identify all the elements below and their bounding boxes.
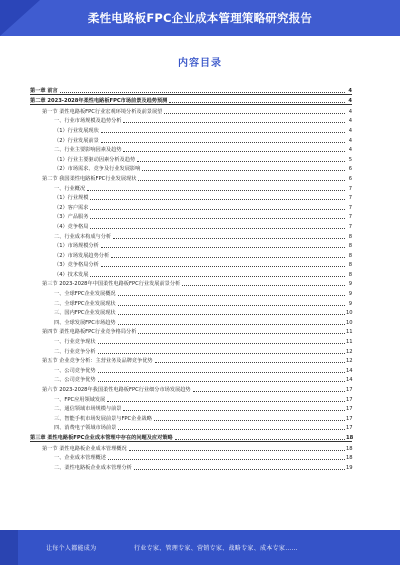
toc-page-number: 4 (348, 118, 352, 125)
toc-leader-dots (142, 169, 345, 171)
toc-leader-dots (175, 438, 345, 440)
table-of-contents (30, 84, 352, 471)
toc-leader-dots (134, 468, 345, 470)
toc-page-number: 9 (348, 281, 352, 288)
toc-entry[interactable] (30, 95, 352, 106)
toc-entry[interactable] (30, 259, 352, 269)
toc-entry[interactable] (30, 144, 352, 154)
toc-entry[interactable] (30, 403, 352, 413)
toc-entry[interactable] (30, 307, 352, 317)
toc-entry[interactable] (30, 461, 352, 471)
toc-entry-text: 四、全球发展FPC市场趋势 (54, 319, 116, 326)
toc-page-number: 9 (348, 291, 352, 298)
footer-banner (0, 530, 400, 565)
toc-entry[interactable] (30, 134, 352, 144)
toc-entry-text: 一、全球FPC企业发展概况 (54, 291, 116, 298)
toc-leader-dots (138, 179, 345, 181)
toc-leader-dots (137, 160, 345, 162)
toc-leader-dots (101, 131, 345, 133)
toc-page-number: 10 (346, 310, 353, 317)
toc-leader-dots (60, 91, 345, 93)
toc-leader-dots (87, 189, 345, 191)
toc-leader-dots (107, 400, 345, 402)
toc-leader-dots (108, 458, 345, 460)
toc-entry-text: （4）技术发展 (54, 271, 89, 278)
toc-leader-dots (193, 390, 345, 392)
toc-page-number: 4 (348, 127, 352, 134)
toc-entry[interactable] (30, 326, 352, 336)
toc-page-number: 19 (346, 464, 353, 471)
toc-entry[interactable] (30, 230, 352, 240)
toc-entry[interactable] (30, 278, 352, 288)
toc-page-number: 8 (348, 243, 352, 250)
toc-leader-dots (90, 208, 345, 210)
toc-entry[interactable] (30, 297, 352, 307)
toc-entry[interactable] (30, 452, 352, 462)
toc-leader-dots (90, 227, 345, 229)
toc-entry[interactable] (30, 211, 352, 221)
toc-entry-text: 二、公司竞争优势 (54, 377, 96, 384)
toc-entry[interactable] (30, 422, 352, 432)
toc-entry-text: （1）市场规模分析 (54, 243, 99, 250)
toc-entry-text: 二、行业竞争分析 (54, 348, 96, 355)
toc-entry-text: （2）行业发展前景 (54, 137, 99, 144)
toc-page-number: 7 (348, 223, 352, 230)
toc-page-number: 6 (348, 166, 352, 173)
toc-leader-dots (101, 265, 345, 267)
toc-entry[interactable] (30, 383, 352, 393)
toc-leader-dots (98, 371, 345, 373)
toc-leader-dots (118, 428, 345, 430)
toc-entry-text: （2）市场发展趋势分析 (54, 252, 110, 259)
toc-entry-text: 第一节 柔性电路板FPC行业宏观环境分析及前景展望 (42, 108, 163, 115)
toc-leader-dots (113, 237, 345, 239)
report-header (0, 0, 400, 36)
toc-entry-text: 第四节 柔性电路板FPC行业竞争格局分析 (42, 329, 137, 336)
toc-leader-dots (98, 342, 345, 344)
toc-page-number: 4 (348, 137, 352, 144)
toc-page-number: 10 (346, 319, 353, 326)
toc-entry[interactable] (30, 201, 352, 211)
toc-entry-text: 二、通信领域市场规模与前景 (54, 406, 122, 413)
toc-page-number: 4 (348, 147, 352, 154)
toc-entry[interactable] (30, 355, 352, 365)
toc-page-number: 17 (346, 387, 353, 393)
toc-entry-text: 一、企业成本管理概述 (54, 455, 106, 462)
toc-entry-text: （1）行业主要驱动因素分析及趋势 (54, 156, 136, 163)
toc-entry-text: 二、行业主要影响因素及趋势 (54, 147, 122, 154)
toc-leader-dots (129, 449, 345, 451)
toc-entry-text: 第二节 我国柔性电路板FPC行业发展现状 (42, 175, 137, 182)
toc-entry[interactable] (30, 249, 352, 259)
toc-entry-text: 二、行业成本构成与分析 (54, 233, 112, 240)
toc-page-number: 7 (348, 195, 352, 202)
toc-entry-text: 一、行业市场规模及趋势分析 (54, 118, 122, 125)
toc-leader-dots (118, 313, 345, 315)
toc-entry-text: 第三章 柔性电路板FPC企业成本管理中存在的问题及应对策略 (30, 434, 173, 441)
toc-entry-text: 四、消费电子领域市场前景 (54, 425, 117, 432)
toc-entry[interactable] (30, 192, 352, 202)
toc-entry[interactable] (30, 345, 352, 355)
toc-page-number: 7 (348, 214, 352, 221)
toc-leader-dots (123, 150, 345, 152)
toc-leader-dots (154, 419, 345, 421)
footer-slogan-right: 行业专家、管理专家、营销专家、战略专家、成本专家…… (134, 545, 298, 552)
toc-page-number: 4 (348, 98, 352, 105)
toc-leader-dots (182, 284, 345, 286)
header-accent (0, 0, 40, 36)
toc-leader-dots (90, 275, 345, 277)
toc-page-number: 12 (346, 358, 353, 365)
toc-entry-text: （2）市场需求、竞争及行业发展影响 (54, 166, 141, 173)
toc-page-number: 14 (346, 367, 353, 374)
toc-page-number: 7 (348, 204, 352, 211)
toc-entry-text: （3）产品服务 (54, 214, 89, 221)
toc-page-number: 12 (346, 348, 353, 355)
toc-page-number: 5 (348, 156, 352, 163)
toc-page-number: 4 (348, 108, 352, 115)
toc-entry-text: 一、行业概况 (54, 185, 86, 192)
toc-leader-dots (98, 380, 345, 382)
footer-slogan-left: 让每个人都能成为 (46, 545, 97, 552)
toc-entry[interactable] (30, 335, 352, 345)
toc-entry-text: 第五节 企业竞争分析：主营业务及品牌竞争优势 (42, 358, 153, 365)
toc-entry-text: 第二章 2023-2028年柔性电路板FPC市场前景及趋势预测 (30, 98, 168, 105)
toc-entry-text: （1）行业发展现状 (54, 127, 99, 134)
toc-entry-text: 第六节 2023-2028年我国柔性电路板FPC行业细分市场发展趋势 (42, 387, 191, 393)
toc-page-number: 8 (348, 252, 352, 259)
toc-entry[interactable] (30, 84, 352, 95)
toc-entry-text: 一、公司竞争优势 (54, 367, 96, 374)
toc-entry-text: 第三节 2023-2028年中国柔性电路板FPC行业发展前景分析 (42, 281, 181, 288)
toc-page-number: 6 (348, 175, 352, 182)
toc-leader-dots (155, 361, 345, 363)
toc-page-number: 11 (346, 339, 353, 346)
toc-leader-dots (101, 246, 345, 248)
toc-page-number: 4 (348, 87, 352, 94)
toc-entry[interactable] (30, 163, 352, 173)
toc-page-number: 8 (348, 271, 352, 278)
toc-page-number: 7 (348, 185, 352, 192)
toc-leader-dots (164, 112, 345, 114)
toc-leader-dots (123, 121, 345, 123)
toc-entry[interactable] (30, 364, 352, 374)
toc-entry-text: 第一章 前言 (30, 87, 58, 94)
toc-entry[interactable] (30, 287, 352, 297)
toc-leader-dots (169, 101, 345, 103)
report-title: 柔性电路板FPC企业成本管理策略研究报告 (87, 11, 313, 25)
toc-leader-dots (111, 256, 345, 258)
toc-entry-text: （4）竞争格局 (54, 223, 89, 230)
toc-page-number: 17 (346, 396, 353, 403)
toc-leader-dots (138, 332, 345, 334)
toc-entry-text: 一、FPC应用领域发展 (54, 396, 106, 403)
toc-page-number: 11 (346, 329, 353, 336)
toc-page-number: 18 (346, 455, 353, 462)
toc-leader-dots (118, 304, 345, 306)
toc-entry-text: 二、全球FPC企业发展现状 (54, 300, 116, 307)
footer-accent (0, 530, 18, 565)
toc-entry[interactable] (30, 412, 352, 422)
toc-page-number: 17 (346, 425, 353, 432)
toc-entry[interactable] (30, 316, 352, 326)
toc-entry[interactable] (30, 431, 352, 442)
toc-entry-text: 二、柔性电路板企业成本管理分析 (54, 464, 132, 471)
toc-leader-dots (90, 198, 345, 200)
toc-entry[interactable] (30, 115, 352, 125)
toc-leader-dots (123, 409, 345, 411)
toc-leader-dots (118, 323, 345, 325)
toc-entry[interactable] (30, 442, 352, 452)
toc-entry-text: 第一节 柔性电路板企业成本管理概况 (42, 445, 127, 452)
toc-entry[interactable] (30, 124, 352, 134)
toc-entry[interactable] (30, 393, 352, 403)
toc-entry[interactable] (30, 172, 352, 182)
toc-entry[interactable] (30, 374, 352, 384)
toc-entry[interactable] (30, 182, 352, 192)
toc-entry[interactable] (30, 220, 352, 230)
toc-heading: 内容目录 (178, 58, 222, 69)
toc-entry-text: 三、智能手机市场发展前景与FPC企业战略 (54, 415, 152, 422)
toc-entry-text: 一、行业竞争现状 (54, 339, 96, 346)
toc-entry[interactable] (30, 153, 352, 163)
toc-page-number: 18 (346, 434, 354, 441)
toc-entry-text: （1）行业规模 (54, 195, 89, 202)
toc-page-number: 17 (346, 415, 353, 422)
toc-page-number: 9 (348, 300, 352, 307)
toc-entry[interactable] (30, 105, 352, 115)
toc-page-number: 18 (346, 445, 353, 452)
toc-page-number: 14 (346, 377, 353, 384)
toc-entry-text: （3）竞争格局分析 (54, 262, 99, 269)
toc-page-number: 8 (348, 262, 352, 269)
toc-leader-dots (118, 294, 345, 296)
toc-entry[interactable] (30, 240, 352, 250)
toc-leader-dots (98, 352, 345, 354)
toc-page-number: 8 (348, 233, 352, 240)
toc-leader-dots (101, 141, 345, 143)
toc-leader-dots (90, 217, 345, 219)
toc-entry-text: （2）客户需求 (54, 204, 89, 211)
toc-entry[interactable] (30, 268, 352, 278)
toc-entry-text: 三、国内FPC企业发展现状 (54, 310, 116, 317)
toc-page-number: 17 (346, 406, 353, 413)
